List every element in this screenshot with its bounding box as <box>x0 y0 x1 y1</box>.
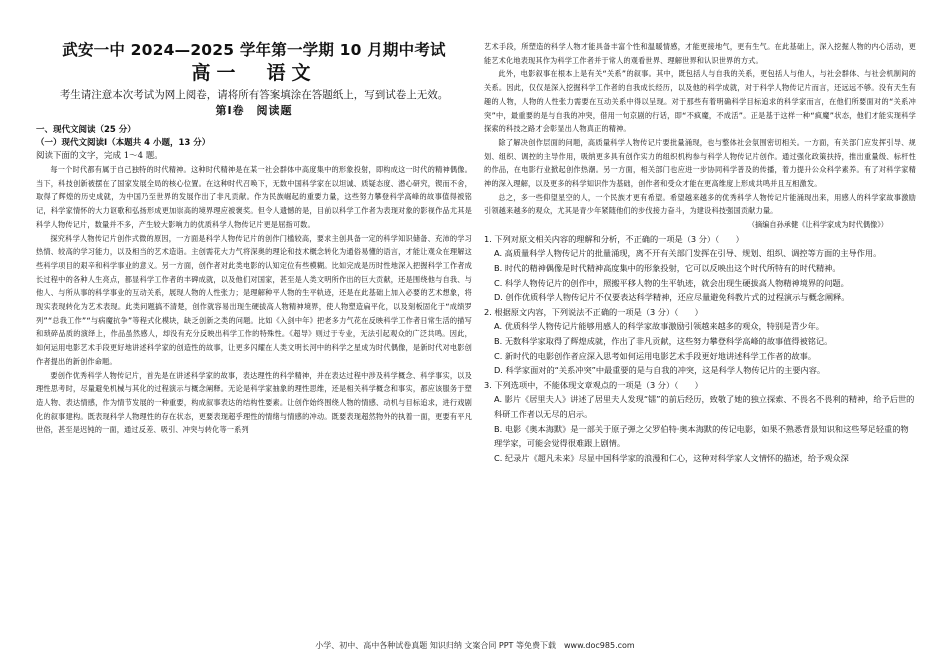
passage-paragraph: 除了解决创作层面的问题，高质量科学人物传记片要批量涌现，也与整体社会氛围密切相关。一方面，有关部门应发挥引导、规划、组织、调控的主导作用，吸纳更多具有创作实力的组织机构参与科学人物传记片创作。通过强化政策扶持，推出重量级、标杆性的作品，在电影行业掀起创作热潮。另一方面，相关部门也应进一步协同科学普及的传播，着力提升公众科学素养。有了对科学家精神的深入理解，以及更多的科学知识作为基础，创作者和受众才能在更高维度上形成共鸣并且互相激发。 <box>484 137 916 189</box>
passage-source: （摘编自孙承健《让科学家成为时代偶像》） <box>747 220 888 230</box>
question-option: D. 创作优质科学人物传记片不仅要表达科学精神，还应尽量避免科教片式的过程演示与概念阐释。 <box>494 292 850 303</box>
question-option: C. 科学人物传记片的创作中，照搬平移人物的生平轨迹，就会出现生硬拔高人物精神境界的问题。 <box>494 277 849 288</box>
volume-heading: 第Ⅰ卷 阅读题 <box>215 104 293 117</box>
instruction: 阅读下面的文字，完成 1～4 题。 <box>36 151 163 161</box>
exam-subtitle: 高一 语文 <box>191 62 317 84</box>
question-option: C. 新时代的电影创作者应深入思考如何运用电影艺术手段更好地讲述科学工作者的故事。 <box>494 350 817 361</box>
right-column <box>484 40 916 652</box>
question-stem: 2. 根据原文内容，下列说法不正确的一项是（3 分）（ ） <box>484 306 703 317</box>
header <box>36 40 472 85</box>
left-column <box>36 122 472 652</box>
question-option: B. 电影《奥本海默》是一部关于原子弹之父罗伯特·奥本海默的传记电影，如果不熟悉背景知识和这些琴足轻重的物理学家，可能会觉得很难跟上剧情。 <box>494 423 909 449</box>
passage-paragraph: 探究科学人物传记片创作式微的原因，一方面是科学人物传记片的创作门槛较高，要求主创具备一定的科学知识储备、充沛的学习热情、较高的学习能力，以及相当的艺术造诣。主创需花大力气将深奥的理论和技术概念转化为通俗易懂的语言，才能让观众在理解这些科学项目的艰辛和科学事业的意义。另一方面，创作者对此类电影的认知定位有些模糊。比如完成是历时性地深入把握科学工作者成长过程中的各种人生亮点，都显科学工作者的丰碑成就，以及他们对国家，甚至是人类文明所作出的巨大贡献，还是围绕他与自我、与他人、与所从事的科学事业的互动关系，展现人物的人性张力；是理解种平人物的生平轨迹，还是在此基础上加入必要的艺术想象，将现实表现转化为艺术表现。此类问题搞不清楚，创作就容易出现生硬拔高人物精神境界，使人物塑造扁平化，以及刻板固化于“成绩罗列”“总我工作”“与病魔抗争”等程式化模块，缺乏创新之类的问题。比如《入剑中年》把老多力气花在反映科学工作者日常生活的描写和琐碎品质的演绎上，作品虽然感人，却没有充分反映出科学工作的特殊性。《超导》则过于专业，无法引起观众的广泛共鸣。因此，如何运用电影艺术手段更好地讲述科学家的创造性的故事，让更多闪耀在人类文明长河中的科学之星成为时代偶像，是新时代对电影创作者提出的新创作命题。 <box>36 233 472 366</box>
question-option: B. 时代的精神偶像是时代精神高度集中的形象投射，它可以反映出这个时代所特有的时代精神。 <box>494 263 841 274</box>
exam-notice: 考生请注意本次考试为网上阅卷，请将所有答案填涂在答题纸上，写到试卷上无效。 <box>59 89 449 101</box>
question-option: B. 无数科学家取得了辉煌成就，作出了非凡贡献，这些努力攀登科学高峰的故事值得被铭记。 <box>494 336 833 346</box>
subsection-heading: （一）现代文阅读Ⅰ（本题共 4 小题，13 分） <box>36 138 211 148</box>
passage-paragraph: 要创作优秀科学人物传记片，首先是在讲述科学家的故事，表达理性的科学精神，并在表达过程中涉及科学概念、科学事实，以及理性思考时，尽量避免机械与其化的过程演示与概念阐释。无论是科学家抽象的理性思维，还是相关科学概念和事实，都应该服务于塑造人物、表达情感，作为情节发展的一种重要，构成叙事表达的结构性要素。让创作始终围绕人物的情感、动机与目标追求，进行戏剧化的叙事建构。既表现科学人物理性的存在状态，更要表现超乎理性的情绪与情感的冲动。既要表现超然物外的执着一面，更要有平凡世俗，甚至是迟钝的一面，通过反差、吸引、冲突与转化等一系列 <box>36 370 472 435</box>
passage-paragraph: 每一个时代都有属于自己独特的时代精神。这种时代精神是在某一社会群体中高度集中的形象投射，即构成这一时代的精神偶像。当下，科技创新被摆在了国家发展全局的核心位置。在这种时代召唤下，无数中国科学家在以坦诚、质疑态度、潜心研究，锲而不舍，取得了辉煌的历史成就，为中国乃至世界的发展作出了非凡贡献。作为民族崛起的重要力量，这些努力攀登科学高峰的故事值得被铭记，科学家情怀的大力讴歌和弘扬形成更加崇高的境界理应被褒奖。但令人遗憾的是，目前以科学工作者为表现对象的影视作品尤其是科学人物传记片，数量并不多，产生较大影响力的优质科学人物传记片更是屈指可数。 <box>36 165 472 229</box>
passage-paragraph: 艺术手段，所塑造的科学人物才能具备丰富个性和温暖情感，才能更接地气，更有生气。在此基础上，深入挖掘人物的内心活动，更能艺术化地表现其作为科学工作者并于常人的观看世界、理解世界和认识世界的方式。 <box>484 42 916 65</box>
section-heading: 一、现代文阅读（25 分） <box>36 125 136 135</box>
question-stem: 1. 下列对原文相关内容的理解和分析，不正确的一项是（3 分）（ ） <box>484 233 744 244</box>
question-option: D. 科学家面对的“关系冲突”中最重要的是与自我的冲突，这是科学人物传记片的主要内容。 <box>494 365 826 376</box>
question-option: A. 高质量科学人物传记片的批量涌现，离不开有关部门发挥在引导、规划、组织、调控等方面的主导作用。 <box>494 248 882 259</box>
passage-paragraph: 总之，多一些仰望星空的人，一个民族才更有希望。希望越来越多的优秀科学人物传记片能涌现出来，用感人的科学家故事激励引领越来越多的观众，尤其是青少年紧随他们的步伐接力奋斗，为建设科技强国贡献力量。 <box>484 192 916 216</box>
exam-title: 武安一中 2024—2025 学年第一学期 10 月期中考试 <box>62 41 446 59</box>
page-footer: 小学、初中、高中各种试卷真题 知识归纳 文案合同 PPT 等免费下载 www.doc985.com <box>315 641 635 650</box>
passage-paragraph: 此外，电影叙事在根本上是有关“关系”的叙事。其中，既包括人与自我的关系，更包括人与他人，与社会群体、与社会机制间的关系。因此，仅仅是深入挖掘科学工作者的自我成长经历，以及他的科学成就，对于科学人物传记片而言，还远远不够。没有天生有趣的人物，人物的人性张力需要在互动关系中得以呈现。对于那些有着明确科学目标追求的科学家而言，在他们所要面对的“关系冲突”中，最重要的是与自我的冲突，借用一句京剧的行话，即“不疯魔，不成活”。正是基于这样一种“疯魔”状态，他们才能实现科学探索的科技之路才会彰显出人物真正的精神。 <box>484 69 916 134</box>
question-stem: 3. 下列选项中，不能体现文章观点的一项是（3 分）（ ） <box>484 379 703 390</box>
question-option: A. 影片《居里夫人》讲述了居里夫人发现“镭”的前后经历，致敬了她的独立探索、不畏名不畏利的精神，给予后世的科研工作者以无尽的启示。 <box>494 394 915 419</box>
question-option: A. 优质科学人物传记片能够用感人的科学家故事激励引领越来越多的观众，特别是青少年。 <box>494 321 824 332</box>
question-option: C. 纪录片《超凡未来》尽显中国科学家的浪漫和仁心，这种对科学家人文情怀的描述，给予观众深 <box>494 452 849 463</box>
